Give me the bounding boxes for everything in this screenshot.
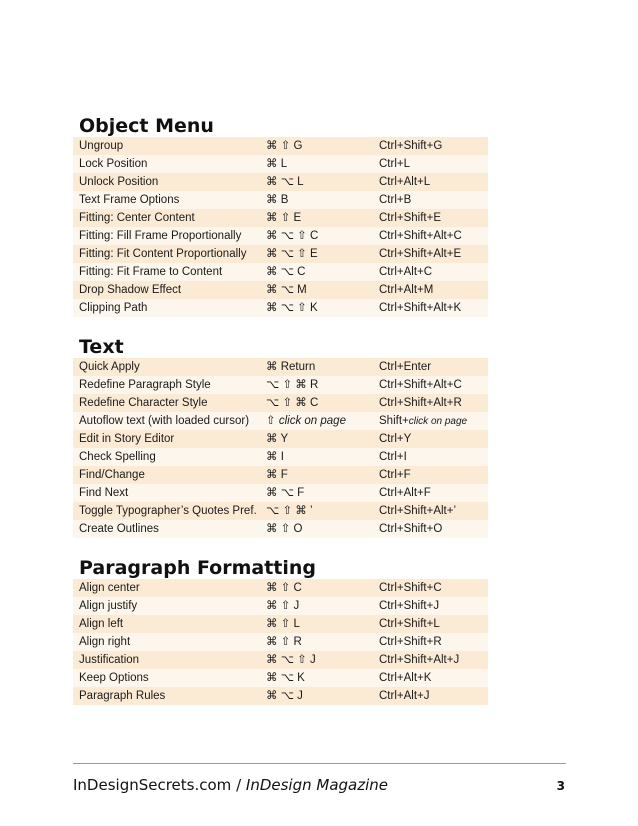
windows-shortcut: Ctrl+Shift+R bbox=[379, 636, 442, 648]
windows-shortcut: Ctrl+Shift+C bbox=[379, 582, 442, 594]
table-row bbox=[73, 245, 488, 263]
action-label: Autoflow text (with loaded cursor) bbox=[79, 415, 250, 427]
mac-shortcut: ⌘ B bbox=[266, 194, 289, 206]
windows-shortcut: Ctrl+B bbox=[379, 194, 412, 206]
mac-shortcut: ⌥ ⇧ ⌘ R bbox=[266, 379, 319, 391]
mac-shortcut: ⌘ Y bbox=[266, 433, 289, 445]
windows-shortcut: Ctrl+Shift+O bbox=[379, 523, 443, 535]
table-row bbox=[73, 466, 488, 484]
action-label: Redefine Paragraph Style bbox=[79, 379, 211, 391]
mac-shortcut: ⌘ ⌥ F bbox=[266, 487, 305, 499]
table-row bbox=[73, 669, 488, 687]
table-row bbox=[73, 597, 488, 615]
action-label: Clipping Path bbox=[79, 302, 148, 314]
table-row bbox=[73, 412, 488, 430]
action-label: Keep Options bbox=[79, 672, 149, 684]
windows-shortcut: Ctrl+Y bbox=[379, 433, 412, 445]
section-title: Object Menu bbox=[79, 115, 214, 137]
table-row bbox=[73, 191, 488, 209]
windows-shortcut: Ctrl+Shift+Alt+R bbox=[379, 397, 462, 409]
action-label: Check Spelling bbox=[79, 451, 156, 463]
section-text bbox=[73, 336, 488, 538]
mac-shortcut: ⌘ F bbox=[266, 469, 288, 481]
table-row bbox=[73, 448, 488, 466]
table-row bbox=[73, 394, 488, 412]
windows-shortcut: Ctrl+L bbox=[379, 158, 410, 170]
mac-shortcut: ⌘ ⇧ J bbox=[266, 600, 300, 612]
mac-shortcut: ⌘ ⌥ ⇧ K bbox=[266, 302, 318, 314]
table-row bbox=[73, 484, 488, 502]
action-label: Lock Position bbox=[79, 158, 148, 170]
mac-shortcut: ⌘ ⌥ C bbox=[266, 266, 306, 278]
mac-shortcut: ⌘ ⌥ M bbox=[266, 284, 307, 296]
table-row bbox=[73, 137, 488, 155]
table-row bbox=[73, 173, 488, 191]
windows-shortcut: Ctrl+Shift+Alt+J bbox=[379, 654, 460, 666]
action-label: Fitting: Fit Content Proportionally bbox=[79, 248, 247, 260]
action-label: Create Outlines bbox=[79, 523, 159, 535]
mac-shortcut: ⌥ ⇧ ⌘ ’ bbox=[266, 505, 313, 517]
mac-shortcut: ⌘ I bbox=[266, 451, 284, 463]
windows-shortcut: Ctrl+Shift+G bbox=[379, 140, 443, 152]
footer-divider bbox=[73, 763, 566, 764]
action-label: Fitting: Fit Frame to Content bbox=[79, 266, 223, 278]
action-label: Unlock Position bbox=[79, 176, 159, 188]
mac-shortcut: ⌘ ⌥ K bbox=[266, 672, 305, 684]
table-row bbox=[73, 299, 488, 317]
action-label: Toggle Typographer’s Quotes Pref. bbox=[79, 505, 257, 517]
table-row bbox=[73, 430, 488, 448]
windows-shortcut: Ctrl+Enter bbox=[379, 361, 432, 373]
mac-shortcut: ⌘ ⇧ R bbox=[266, 636, 302, 648]
magazine-name: InDesign Magazine bbox=[245, 776, 389, 794]
mac-shortcut: ⌘ ⇧ L bbox=[266, 618, 300, 630]
mac-shortcut: ⌘ ⇧ E bbox=[266, 212, 302, 224]
table-row bbox=[73, 579, 488, 597]
action-label: Fitting: Fill Frame Proportionally bbox=[79, 230, 242, 242]
mac-shortcut: ⌘ ⌥ ⇧ J bbox=[266, 654, 316, 666]
footer-credit bbox=[73, 776, 388, 794]
table-row bbox=[73, 155, 488, 173]
mac-shortcut: ⌘ ⇧ G bbox=[266, 140, 303, 152]
windows-shortcut: Ctrl+Alt+M bbox=[379, 284, 434, 296]
windows-shortcut: Ctrl+Alt+J bbox=[379, 690, 430, 702]
action-label: Align right bbox=[79, 636, 131, 648]
windows-shortcut: Ctrl+Alt+F bbox=[379, 487, 431, 499]
windows-shortcut: Ctrl+I bbox=[379, 451, 407, 463]
action-label: Find Next bbox=[79, 487, 129, 499]
table-row bbox=[73, 520, 488, 538]
windows-shortcut: Ctrl+Shift+Alt+K bbox=[379, 302, 462, 314]
table-row bbox=[73, 281, 488, 299]
shift-key: Shift+ bbox=[379, 415, 409, 427]
action-label: Text Frame Options bbox=[79, 194, 180, 206]
table-row bbox=[73, 227, 488, 245]
table-row bbox=[73, 209, 488, 227]
action-label: Justification bbox=[79, 654, 140, 666]
section-title: Text bbox=[79, 336, 124, 358]
table-row bbox=[73, 687, 488, 705]
section-paragraph-formatting bbox=[73, 557, 488, 705]
table-row bbox=[73, 615, 488, 633]
windows-shortcut: Ctrl+Shift+L bbox=[379, 618, 440, 630]
separator: / bbox=[231, 776, 246, 794]
windows-shortcut: Ctrl+Alt+C bbox=[379, 266, 433, 278]
table-row bbox=[73, 376, 488, 394]
table-row bbox=[73, 651, 488, 669]
windows-shortcut: Ctrl+Shift+Alt+E bbox=[379, 248, 462, 260]
mac-shortcut: ⌘ L bbox=[266, 158, 288, 170]
click-on-page-text: click on page bbox=[278, 415, 346, 427]
mac-shortcut: ⌘ ⌥ ⇧ E bbox=[266, 248, 318, 260]
mac-shortcut bbox=[266, 412, 346, 430]
windows-shortcut: Ctrl+Shift+Alt+C bbox=[379, 379, 462, 391]
action-label: Fitting: Center Content bbox=[79, 212, 195, 224]
windows-shortcut: Ctrl+Shift+E bbox=[379, 212, 441, 224]
windows-shortcut: Ctrl+Alt+L bbox=[379, 176, 431, 188]
action-label: Quick Apply bbox=[79, 361, 140, 373]
mac-shortcut: ⌘ ⌥ L bbox=[266, 176, 304, 188]
section-title: Paragraph Formatting bbox=[79, 557, 317, 579]
windows-shortcut: Ctrl+Shift+Alt+’ bbox=[379, 505, 457, 517]
shift-key: ⇧ bbox=[266, 415, 276, 427]
click-on-page-text: click on page bbox=[408, 416, 468, 427]
mac-shortcut: ⌘ Return bbox=[266, 361, 316, 373]
table-row bbox=[73, 502, 488, 520]
action-label: Redefine Character Style bbox=[79, 397, 208, 409]
action-label: Align left bbox=[79, 618, 124, 630]
action-label: Align center bbox=[79, 582, 140, 594]
table-row bbox=[73, 263, 488, 281]
windows-shortcut: Ctrl+Shift+J bbox=[379, 600, 440, 612]
action-label: Edit in Story Editor bbox=[79, 433, 175, 445]
table-row bbox=[73, 633, 488, 651]
section-object-menu bbox=[73, 115, 488, 317]
mac-shortcut: ⌥ ⇧ ⌘ C bbox=[266, 397, 319, 409]
action-label: Ungroup bbox=[79, 140, 124, 152]
table-row bbox=[73, 358, 488, 376]
windows-shortcut: Ctrl+Shift+Alt+C bbox=[379, 230, 462, 242]
action-label: Paragraph Rules bbox=[79, 690, 166, 702]
windows-shortcut: Ctrl+Alt+K bbox=[379, 672, 432, 684]
windows-shortcut: Ctrl+F bbox=[379, 469, 411, 481]
mac-shortcut: ⌘ ⇧ C bbox=[266, 582, 302, 594]
action-label: Align justify bbox=[79, 600, 138, 612]
site-name: InDesignSecrets.com bbox=[73, 776, 232, 794]
mac-shortcut: ⌘ ⌥ J bbox=[266, 690, 303, 702]
action-label: Find/Change bbox=[79, 469, 145, 481]
action-label: Drop Shadow Effect bbox=[79, 284, 182, 296]
mac-shortcut: ⌘ ⌥ ⇧ C bbox=[266, 230, 319, 242]
page-number: 3 bbox=[556, 779, 565, 793]
mac-shortcut: ⌘ ⇧ O bbox=[266, 523, 303, 535]
windows-shortcut bbox=[379, 412, 467, 430]
